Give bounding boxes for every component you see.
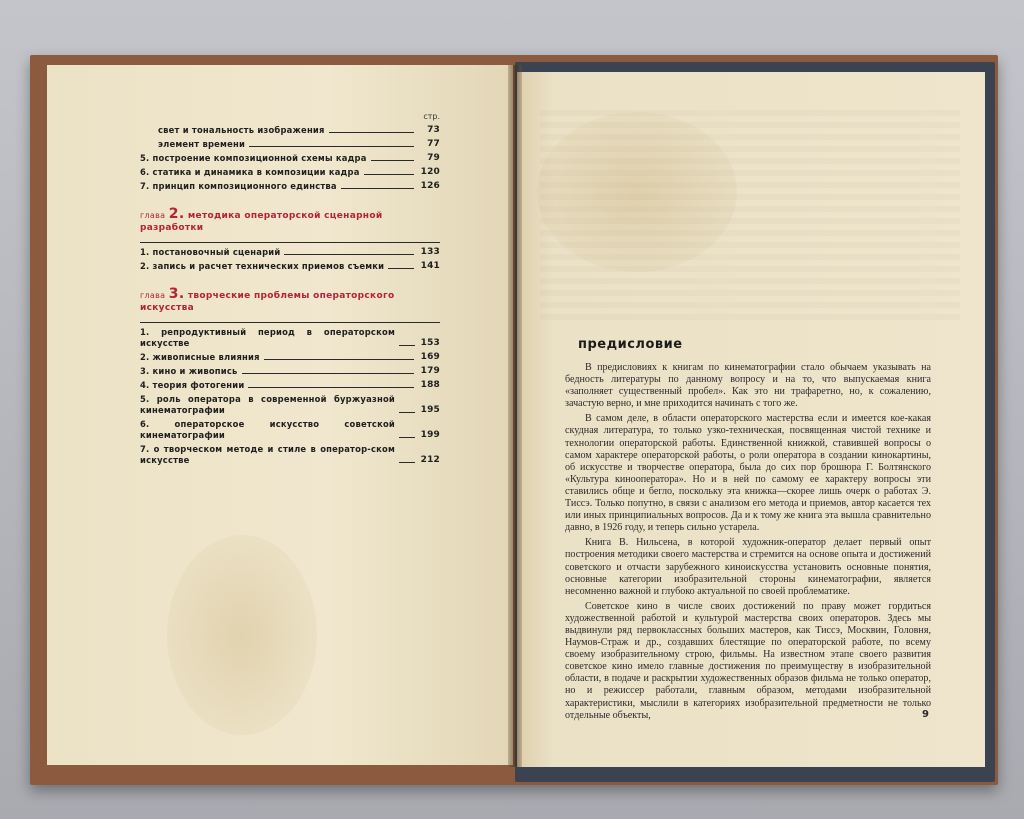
chapter-word: глава: [140, 211, 166, 220]
table-of-contents: [140, 112, 440, 469]
toc-leader-line: [248, 387, 414, 388]
toc-entry-title: 4. теория фотогении: [140, 380, 245, 390]
toc-entry-title: 1. постановочный сценарий: [140, 247, 281, 257]
toc-entry: [140, 419, 440, 441]
toc-entry: [140, 125, 440, 136]
toc-entry: [140, 167, 440, 178]
toc-entry: [140, 444, 440, 466]
toc-entry-title: 3. кино и живопись: [140, 366, 238, 376]
toc-entry-page: 179: [420, 366, 440, 376]
paper-stain: [167, 535, 317, 735]
preface-body: [565, 362, 931, 725]
toc-leader-line: [399, 462, 415, 463]
toc-entry-page: 188: [420, 380, 440, 390]
toc-page-header: стр.: [423, 112, 440, 121]
toc-entry-title: 6. статика и динамика в композиции кадра: [140, 167, 360, 177]
toc-entry-title: элемент времени: [158, 139, 246, 149]
toc-entry: [140, 366, 440, 377]
toc-entry-page: 73: [427, 125, 440, 135]
toc-leader-line: [399, 345, 415, 346]
toc-leader-line: [249, 146, 414, 147]
preface-title: предисловие: [578, 337, 683, 352]
toc-leader-line: [371, 160, 414, 161]
bleed-through-text: [540, 110, 960, 320]
chapter-number: 2.: [168, 206, 185, 222]
toc-entry-title: 6. операторское искусство советской кинематографии: [140, 419, 395, 440]
toc-leader-line: [242, 373, 415, 374]
toc-entry: [140, 153, 440, 164]
toc-entry-page: 199: [420, 430, 440, 440]
chapter-number: 3.: [168, 286, 185, 302]
toc-entry-page: 126: [420, 181, 440, 191]
toc-entry: [140, 394, 440, 416]
book-gutter: [508, 65, 522, 767]
toc-entry-page: 212: [420, 455, 440, 465]
toc-entry: [140, 247, 440, 258]
chapter-heading-3: [140, 288, 440, 314]
toc-entry-page: 169: [420, 352, 440, 362]
preface-paragraph: Книга В. Нильсена, в которой художник-оператор делает первый опыт построения методики своего мастерства и стремится на основе опыта и достижений советского и отчасти зарубежного киноискусства установить основные понятия, основные категории изобразительной стороны кинематографии, является несомненно важной и глубоко актуальной по своей проблематике.: [565, 537, 931, 597]
toc-entry-page: 195: [420, 405, 440, 415]
toc-entry-page: 79: [427, 153, 440, 163]
toc-entry-page: 77: [427, 139, 440, 149]
section-rule: [140, 322, 440, 323]
toc-leader-line: [341, 188, 414, 189]
toc-leader-line: [388, 268, 414, 269]
toc-entry-page: 120: [420, 167, 440, 177]
toc-entry: [140, 352, 440, 363]
toc-entry-title: 2. запись и расчет технических приемов съемки: [140, 261, 385, 271]
toc-entry-title: 1. репродуктивный период в операторском искусстве: [140, 327, 395, 348]
page-number: 9: [922, 709, 929, 720]
toc-leader-line: [399, 412, 415, 413]
section-rule: [140, 242, 440, 243]
toc-entry: [140, 181, 440, 192]
toc-entry-title: 2. живописные влияния: [140, 352, 260, 362]
toc-entry: [140, 261, 440, 272]
toc-entry: [140, 139, 440, 150]
toc-entry-page: 133: [420, 247, 440, 257]
toc-entry-page: 153: [420, 338, 440, 348]
toc-entry-title: 7. принцип композиционного единства: [140, 181, 337, 191]
toc-entry-title: 5. роль оператора в современной буржуазной кинематографии: [140, 394, 395, 415]
toc-leader-line: [264, 359, 414, 360]
preface-paragraph: В предисловиях к книгам по кинематографии стало обычаем указывать на бедность литературы по данному вопросу и на то, что выпускаемая книга «заполняет существенный пробел». Как это ни трафаретно, но, к сожалению, зачастую верно, и мне приходится начинать с того же.: [565, 362, 931, 410]
chapter-word: глава: [140, 291, 166, 300]
toc-entry: [140, 380, 440, 391]
toc-entry: [140, 327, 440, 349]
toc-leader-line: [399, 437, 415, 438]
preface-paragraph: В самом деле, в области операторского мастерства если и имеется кое-какая скудная литература, то только узко-техническая, посвященная чистой технике и технологии операторской работы. Единственной книжкой, ставившей вопросы о самом характере операторской работы, о роли оператора в создании кинокартины, об искусстве и творчестве оператора, была до сих пор брошюра Г. Болтянского «Культура кинооператора». Но и в ней по самому ее характеру вопросы эти ставились обще и бегло, поскольку эта книжка—скорее лишь очерк о работах Э. Тиссэ. Только попутно, в связи с анализом его метода и приемов, автор касается тех или иных принципиальных вопросов. Да и к тому же книга эта вышла сравнительно давно, в 1926 году, и теперь сильно устарела.: [565, 413, 931, 534]
preface-paragraph: Советское кино в числе своих достижений по праву может гордиться художественной работой и культурой мастерства своих операторов. Здесь мы выдвинули ряд первоклассных больших мастеров, как Тиссэ, Москвин, Головня, Наумов-Страж и др., создавших блестящие по операторской работе, по всему своему изобразительному строю, фильмы. На известном этапе своего развития советское кино имело главные достижения по преимуществу в изобразительной области, в подаче и раскрытии художественных образов фильма не только оператор, но и режиссер работали, главным образом, методами изобразительной характеристики, мыслили в категориях изобразительной предметности не только отдельные объекты,: [565, 600, 931, 721]
toc-entry-title: свет и тональность изображения: [158, 125, 325, 135]
toc-leader-line: [329, 132, 414, 133]
chapter-title: творческие проблемы операторского искусства: [140, 291, 395, 313]
toc-leader-line: [364, 174, 414, 175]
toc-entry-title: 5. построение композиционной схемы кадра: [140, 153, 367, 163]
toc-leader-line: [284, 254, 414, 255]
toc-entry-title: 7. о творческом методе и стиле в оператор-ском искусстве: [140, 444, 395, 465]
chapter-heading-2: [140, 208, 440, 234]
chapter-title: методика операторской сценарной разработки: [140, 211, 383, 233]
toc-entry-page: 141: [420, 261, 440, 271]
